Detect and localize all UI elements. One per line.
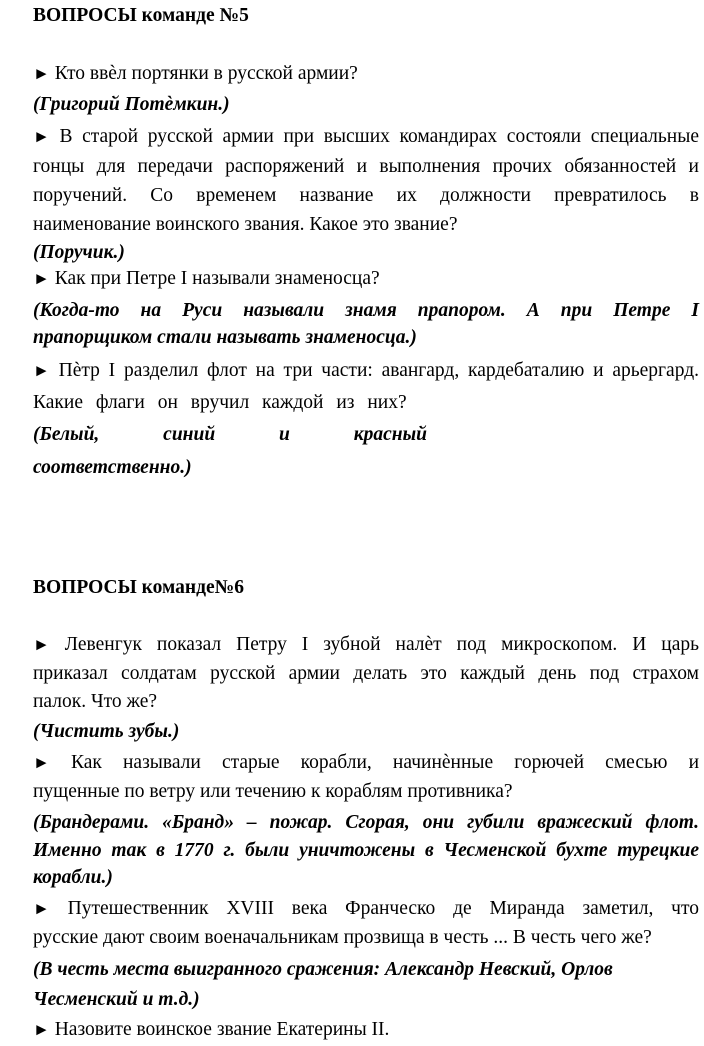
triangle-bullet-icon: ► <box>33 361 50 380</box>
triangle-bullet-icon: ► <box>33 1020 50 1039</box>
team5-answer-2: (Поручик.) <box>33 242 125 263</box>
team5-question-4: ► Пѐтр I разделил флот на три части: авангард, кардебаталию и арьергард. <box>33 360 699 381</box>
triangle-bullet-icon: ► <box>33 127 50 146</box>
team5-heading: ВОПРОСЫ команде №5 <box>33 5 249 26</box>
team6-answer-2: (Брандерами. «Бранд» – пожар. Сгорая, они губили вражеский флот. <box>33 812 699 833</box>
team6-question-1: ► Левенгук показал Петру I зубной налѐт под микроскопом. И царь <box>33 634 699 655</box>
team5-question-3: ► Как при Петре I называли знаменосца? <box>33 268 380 289</box>
team6-answer-1: (Чистить зубы.) <box>33 721 180 742</box>
team6-question-2-line: пущенные по ветру или течению к кораблям противника? <box>33 781 513 802</box>
team6-answer-2-line: Именно так в 1770 г. были уничтожены в Чесменской бухте турецкие <box>33 840 699 861</box>
team6-question-1-line: палок. Что же? <box>33 691 158 712</box>
team5-answer-1: (Григорий Потѐмкин.) <box>33 94 230 115</box>
team6-answer-2-line: корабли.) <box>33 867 113 888</box>
triangle-bullet-icon: ► <box>33 635 50 654</box>
triangle-bullet-icon: ► <box>33 753 50 772</box>
triangle-bullet-icon: ► <box>33 269 50 288</box>
team6-question-3-line: русские дают своим военачальникам прозвища в честь ... В честь чего же? <box>33 927 652 948</box>
team5-question-2-line: поручений. Со временем название их должности превратилось в <box>33 185 699 206</box>
triangle-bullet-icon: ► <box>33 899 50 918</box>
team5-question-4-line: Какие флаги он вручил каждой из них? <box>33 392 407 413</box>
team5-answer-3-line: прапорщиком стали называть знаменосца.) <box>33 327 417 348</box>
team6-question-2: ► Как называли старые корабли, начинѐнные горючей смесью и <box>33 752 700 773</box>
team5-question-2-line: наименование воинского звания. Какое это звание? <box>33 214 458 235</box>
team6-question-4: ► Назовите воинское звание Екатерины II. <box>33 1019 390 1040</box>
triangle-bullet-icon: ► <box>33 64 50 83</box>
team6-question-1-line: приказал солдатам русской армии делать это каждый день под страхом <box>33 663 699 684</box>
team6-answer-3-line: Чесменский и т.д.) <box>33 989 200 1010</box>
team6-question-3: ► Путешественник XVIII века Франческо де Миранда заметил, что <box>33 898 700 919</box>
team5-question-1: ► Кто ввѐл портянки в русской армии? <box>33 63 358 84</box>
team6-answer-3: (В честь места выигранного сражения: Александр Невский, Орлов <box>33 959 613 980</box>
team5-answer-4-line: соответственно.) <box>33 457 192 478</box>
team5-answer-4: (Белый, синий и красный <box>33 424 427 445</box>
team5-question-2-line: гонцы для передачи распоряжений и выполнения прочих обязанностей и <box>33 156 699 177</box>
team5-question-2: ► В старой русской армии при высших командирах состояли специальные <box>33 126 699 147</box>
team6-heading: ВОПРОСЫ команде№6 <box>33 577 245 598</box>
team5-answer-3: (Когда-то на Руси называли знамя прапором. А при Петре I <box>33 300 699 321</box>
